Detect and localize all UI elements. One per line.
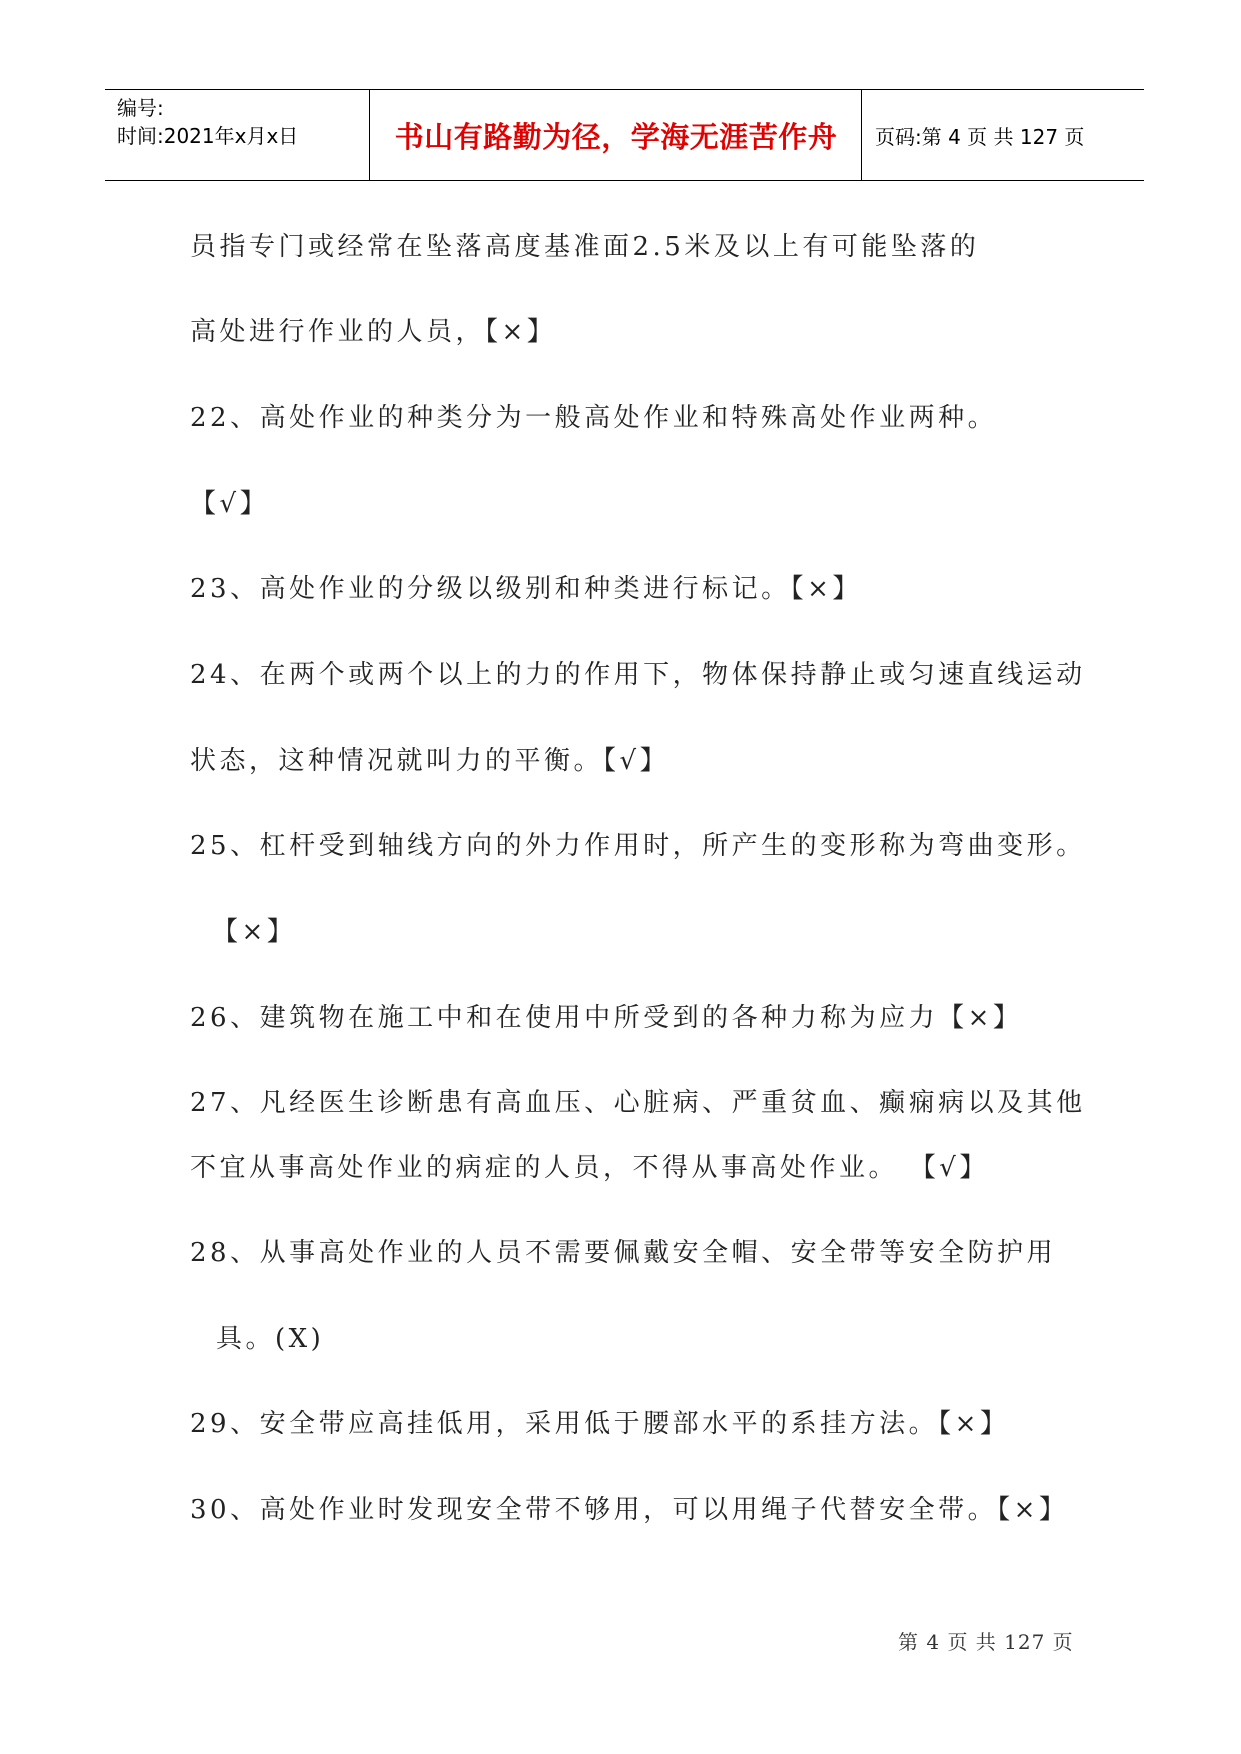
body-line: 24、在两个或两个以上的力的作用下，物体保持静止或匀速直线运动	[190, 660, 1086, 690]
body-line: 不宜从事高处作业的病症的人员，不得从事高处作业。 【√】	[190, 1153, 989, 1183]
body-line: 30、高处作业时发现安全带不够用，可以用绳子代替安全带。【×】	[190, 1495, 1069, 1525]
body-line: 员指专门或经常在坠落高度基准面2.5米及以上有可能坠落的	[190, 232, 980, 262]
header-motto: 书山有路勤为径，学海无涯苦作舟	[394, 119, 838, 154]
page-header	[105, 89, 1144, 181]
time-label: 时间:2021年x月x日	[117, 124, 299, 148]
serial-label: 编号:	[117, 96, 164, 120]
body-line: 23、高处作业的分级以级别和种类进行标记。【×】	[190, 574, 862, 604]
body-line: 22、高处作业的种类分为一般高处作业和特殊高处作业两种。	[190, 403, 998, 433]
body-line: 28、从事高处作业的人员不需要佩戴安全帽、安全带等安全防护用	[190, 1238, 1057, 1268]
page-footer: 第 4 页 共 127 页	[898, 1630, 1074, 1654]
header-meta	[117, 94, 367, 150]
header-page-number: 页码:第 4 页 共 127 页	[875, 124, 1085, 149]
body-line: 【×】	[212, 917, 297, 947]
body-line: 高处进行作业的人员，【×】	[190, 317, 557, 347]
body-line: 25、杠杆受到轴线方向的外力作用时，所产生的变形称为弯曲变形。	[190, 831, 1086, 861]
body-line: 26、建筑物在施工中和在使用中所受到的各种力称为应力【×】	[190, 1003, 1023, 1033]
header-divider	[369, 90, 370, 180]
body-line: 【√】	[190, 489, 270, 519]
body-line: 具。(X)	[216, 1324, 325, 1354]
body-line: 27、凡经医生诊断患有高血压、心脏病、严重贫血、癫痫病以及其他	[190, 1088, 1086, 1118]
header-divider	[861, 90, 862, 180]
body-line: 状态，这种情况就叫力的平衡。【√】	[190, 746, 670, 776]
body-line: 29、安全带应高挂低用，采用低于腰部水平的系挂方法。【×】	[190, 1409, 1010, 1439]
